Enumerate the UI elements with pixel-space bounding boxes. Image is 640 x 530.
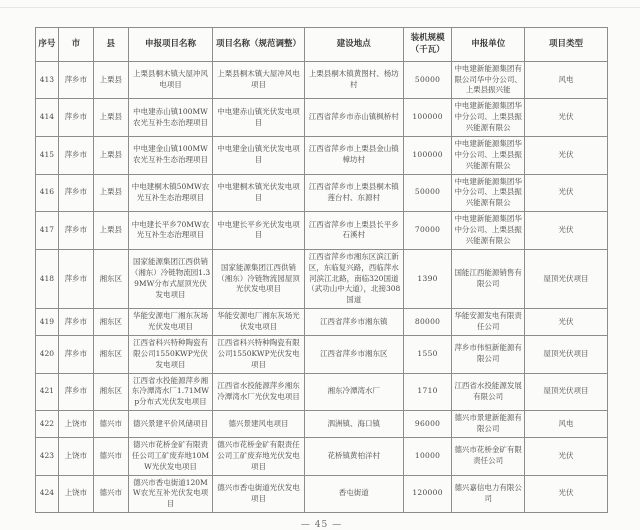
- column-header: 申报项目名称: [128, 28, 213, 62]
- table-row: [36, 99, 608, 137]
- cell-adjusted_name: 中电建长平乡光伏发电项目: [213, 212, 305, 250]
- cell-county: 上栗县: [93, 99, 128, 137]
- cell-no: 418: [36, 249, 59, 308]
- cell-type: 光伏: [525, 309, 608, 336]
- cell-city: 上饶市: [58, 411, 93, 438]
- projects-table: [35, 27, 608, 513]
- cell-city: 萍乡市: [58, 335, 93, 373]
- cell-no: 413: [36, 61, 59, 99]
- cell-no: 423: [36, 437, 59, 475]
- cell-adjusted_name: 国家能源集团江西供销（湘东）冷链物流园屋顶光伏发电项目: [213, 249, 305, 308]
- cell-type: 屋顶光伏项目: [525, 335, 608, 373]
- cell-no: 419: [36, 309, 59, 336]
- table-row: [36, 212, 608, 250]
- cell-capacity: 96000: [403, 411, 452, 438]
- cell-unit: 江西省水投能源发展有限公司: [452, 373, 525, 411]
- cell-location: 泗洲镇、海口镇: [304, 411, 403, 438]
- cell-adjusted_name: 德兴景建风电项目: [213, 411, 305, 438]
- cell-unit: 中电建新能源集团华中分公司、上栗县振兴能源有限公: [452, 174, 525, 212]
- cell-declared_name: 中电建桐木镇50MW农光互补生态治理项目: [128, 174, 213, 212]
- cell-city: 上饶市: [58, 437, 93, 475]
- table-row: [36, 437, 608, 475]
- cell-county: 上栗县: [93, 136, 128, 174]
- cell-unit: 德兴嘉信电力有限公司: [452, 475, 525, 513]
- column-header: 建设地点: [304, 28, 403, 62]
- cell-county: 德兴市: [93, 437, 128, 475]
- cell-city: 萍乡市: [58, 373, 93, 411]
- cell-location: 江西省萍乡市上栗县金山镇樟坊村: [304, 136, 403, 174]
- cell-county: 上栗县: [93, 212, 128, 250]
- cell-no: 415: [36, 136, 59, 174]
- cell-capacity: 1390: [403, 249, 452, 308]
- cell-adjusted_name: 中电建金山镇光伏发电项目: [213, 136, 305, 174]
- cell-declared_name: 上栗县桐木镇大屋冲风电项目: [128, 61, 213, 99]
- cell-location: 江西省萍乡市赤山镇枫桥村: [304, 99, 403, 137]
- cell-adjusted_name: 江西省水投能源萍乡湘东冷潭湾水厂光伏发电项目: [213, 373, 305, 411]
- page-number: — 45 —: [300, 520, 343, 530]
- cell-type: 光伏: [525, 99, 608, 137]
- cell-declared_name: 中电建赤山镇100MW农光互补生态治理项目: [128, 99, 213, 137]
- cell-capacity: 50000: [403, 61, 452, 99]
- cell-no: 414: [36, 99, 59, 137]
- cell-type: 屋顶光伏项目: [525, 249, 608, 308]
- cell-declared_name: 中电建金山镇100MW农光互补生态治理项目: [128, 136, 213, 174]
- cell-adjusted_name: 华能安源电厂湘东灰场光伏发电项目: [213, 309, 305, 336]
- column-header: 序号: [36, 28, 59, 62]
- cell-city: 萍乡市: [58, 212, 93, 250]
- table-row: [36, 411, 608, 438]
- cell-county: 上栗县: [93, 174, 128, 212]
- column-header: 申报单位: [452, 28, 525, 62]
- cell-unit: 中电建新能源集团华中分公司、上栗县振兴能源有限公: [452, 99, 525, 137]
- cell-declared_name: 德兴市花桥金矿有限责任公司工矿废弃地10MW光伏发电项目: [128, 437, 213, 475]
- cell-adjusted_name: 德兴市花桥金矿有限责任公司工矿废弃地光伏发电项目: [213, 437, 305, 475]
- cell-declared_name: 中电建长平乡70MW农光互补生态治理项目: [128, 212, 213, 250]
- cell-city: 上饶市: [58, 475, 93, 513]
- cell-city: 萍乡市: [58, 249, 93, 308]
- cell-capacity: 1550: [403, 335, 452, 373]
- cell-adjusted_name: 中电建桐木镇光伏发电项目: [213, 174, 305, 212]
- table-row: [36, 373, 608, 411]
- cell-type: 光伏: [525, 212, 608, 250]
- cell-unit: 中电建新能源集团华中分公司、上栗县振兴能源有限公: [452, 212, 525, 250]
- cell-declared_name: 江西省科兴特种陶瓷有限公司1550KWP光伏发电项目: [128, 335, 213, 373]
- column-header: 项目类型: [525, 28, 608, 62]
- cell-location: 江西省萍乡市湘东镇: [304, 309, 403, 336]
- cell-type: 光伏: [525, 437, 608, 475]
- scan-top-rule: [0, 7, 640, 8]
- column-header: 县: [93, 28, 128, 62]
- cell-capacity: 50000: [403, 174, 452, 212]
- cell-unit: 中电建新能源集团华中分公司、上栗县振兴能源有限公: [452, 136, 525, 174]
- cell-county: 湘东区: [93, 309, 128, 336]
- cell-unit: 中电建新能源集团有限公司华中分公司、上栗县振兴能: [452, 61, 525, 99]
- table-row: [36, 174, 608, 212]
- table-row: [36, 475, 608, 513]
- cell-adjusted_name: 德兴市香屯街道光伏发电项目: [213, 475, 305, 513]
- header-row: [36, 28, 608, 62]
- column-header: 市: [58, 28, 93, 62]
- cell-location: 上栗县桐木镇黄图村、杨坊村: [304, 61, 403, 99]
- cell-capacity: 120000: [403, 475, 452, 513]
- cell-city: 萍乡市: [58, 136, 93, 174]
- cell-location: 湘东冷潭湾水厂: [304, 373, 403, 411]
- cell-unit: 萍乡市伟恒新能源有限公司: [452, 335, 525, 373]
- cell-type: 光伏: [525, 475, 608, 513]
- cell-declared_name: 德兴市香屯街道120MW农光互补光伏发电项目: [128, 475, 213, 513]
- table-row: [36, 249, 608, 308]
- cell-type: 风电: [525, 411, 608, 438]
- cell-location: 花桥镇黄柏洋村: [304, 437, 403, 475]
- cell-capacity: 80000: [403, 309, 452, 336]
- column-header: 项目名称（规范调整）: [213, 28, 305, 62]
- cell-unit: 华能安源发电有限责任公司: [452, 309, 525, 336]
- cell-no: 420: [36, 335, 59, 373]
- table-row: [36, 309, 608, 336]
- cell-type: 屋顶光伏项目: [525, 373, 608, 411]
- cell-county: 湘东区: [93, 373, 128, 411]
- cell-no: 422: [36, 411, 59, 438]
- cell-county: 德兴市: [93, 411, 128, 438]
- cell-unit: 德兴市花桥金矿有限责任公司: [452, 437, 525, 475]
- cell-capacity: 70000: [403, 212, 452, 250]
- cell-location: 江西省萍乡市湘东区: [304, 335, 403, 373]
- cell-county: 湘东区: [93, 335, 128, 373]
- cell-adjusted_name: 中电建赤山镇光伏发电项目: [213, 99, 305, 137]
- cell-no: 417: [36, 212, 59, 250]
- cell-type: 光伏: [525, 174, 608, 212]
- cell-capacity: 10000: [403, 437, 452, 475]
- cell-type: 风电: [525, 61, 608, 99]
- cell-adjusted_name: 上栗县桐木镇大屋冲风电项目: [213, 61, 305, 99]
- cell-capacity: 1710: [403, 373, 452, 411]
- cell-city: 萍乡市: [58, 309, 93, 336]
- table-row: [36, 136, 608, 174]
- cell-declared_name: 德兴景建平价风储项目: [128, 411, 213, 438]
- cell-adjusted_name: 江西省科兴特种陶瓷有限公司1550KWP光伏发电项目: [213, 335, 305, 373]
- cell-county: 上栗县: [93, 61, 128, 99]
- table-row: [36, 335, 608, 373]
- cell-location: 江西省萍乡市上栗县长平乡石溪村: [304, 212, 403, 250]
- cell-city: 萍乡市: [58, 174, 93, 212]
- cell-declared_name: 国家能源集团江西供销（湘东）冷链物流园1.39MW分布式屋顶光伏发电项目: [128, 249, 213, 308]
- cell-no: 424: [36, 475, 59, 513]
- cell-no: 416: [36, 174, 59, 212]
- cell-unit: 国能江西能源销售有限公司: [452, 249, 525, 308]
- cell-county: 湘东区: [93, 249, 128, 308]
- cell-unit: 德兴市景建新能源有限公司: [452, 411, 525, 438]
- column-header: 装机规模（千瓦）: [403, 28, 452, 62]
- cell-capacity: 100000: [403, 99, 452, 137]
- table-body: [36, 61, 608, 513]
- cell-declared_name: 华能安源电厂湘东灰场光伏发电项目: [128, 309, 213, 336]
- cell-location: 香屯街道: [304, 475, 403, 513]
- cell-county: 德兴市: [93, 475, 128, 513]
- cell-type: 光伏: [525, 136, 608, 174]
- cell-no: 421: [36, 373, 59, 411]
- cell-location: 江西省萍乡市湘东区滨江新区，东临复兴路，西临萍水河滨江北路，南临320国道（武功山中大道），北接308国道: [304, 249, 403, 308]
- cell-capacity: 100000: [403, 136, 452, 174]
- cell-declared_name: 江西省水投能源萍乡湘东冷潭湾水厂1.71MWp分布式光伏发电项目: [128, 373, 213, 411]
- cell-city: 萍乡市: [58, 99, 93, 137]
- table-row: [36, 61, 608, 99]
- cell-city: 萍乡市: [58, 61, 93, 99]
- cell-location: 江西省萍乡市上栗县桐木镇莲台村、东源村: [304, 174, 403, 212]
